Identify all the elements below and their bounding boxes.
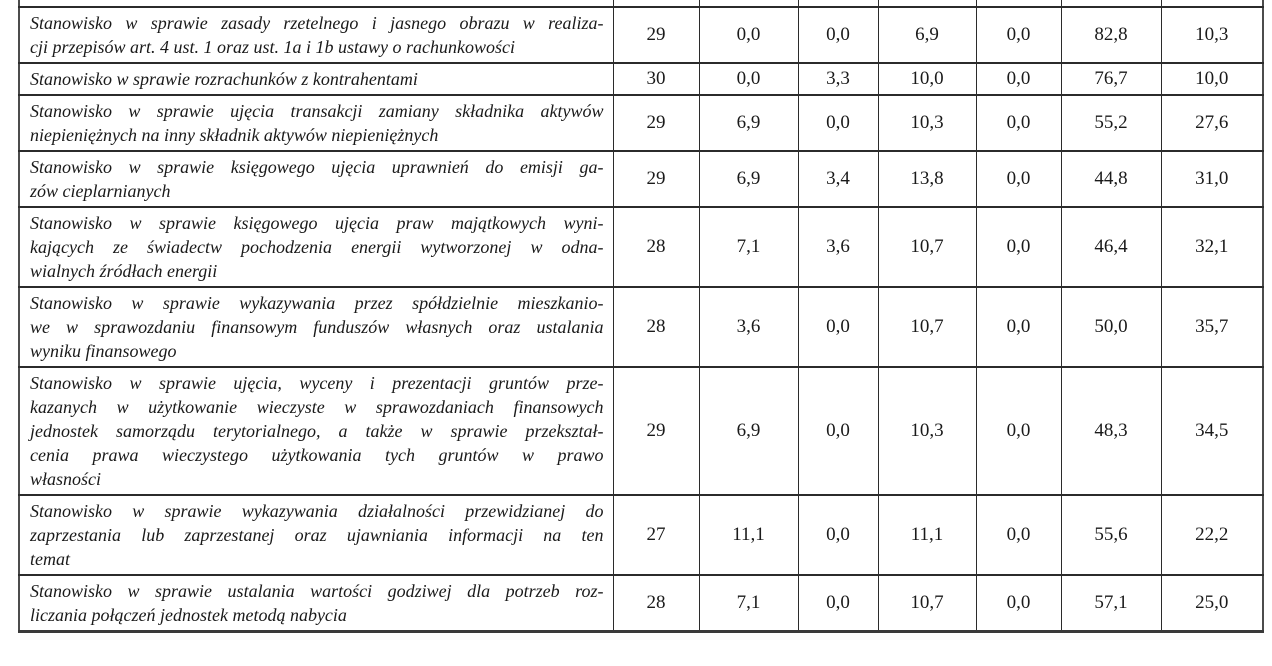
value-cell: 0,0: [976, 151, 1061, 207]
table-row: [19, 63, 1263, 95]
statement-text-line: Stanowisko w sprawie ujęcia, wyceny i prezentacji gruntów prze-: [30, 373, 604, 393]
table-row: [19, 7, 1263, 63]
value-cell: 57,1: [1061, 575, 1161, 632]
statement-text-line: Stanowisko w sprawie rozrachunków z kontrahentami: [30, 69, 418, 89]
value-cell: 10,7: [878, 287, 976, 367]
value-cell: 7,1: [699, 575, 798, 632]
value-cell: 3,6: [798, 207, 878, 287]
statement-desc-cell: [19, 575, 613, 632]
value-cell: 0,0: [976, 367, 1061, 495]
statement-text-line: jednostek samorządu terytorialnego, a także w sprawie przekształ-: [30, 421, 604, 441]
table-row: [19, 575, 1263, 632]
statement-desc-cell: [19, 495, 613, 575]
value-cell: 3,3: [798, 63, 878, 95]
value-cell: 0,0: [699, 7, 798, 63]
statement-desc-cell: [19, 287, 613, 367]
clipped-cell: [1161, 0, 1263, 7]
table-row: [19, 95, 1263, 151]
value-cell: 3,4: [798, 151, 878, 207]
value-cell: 10,0: [1161, 63, 1263, 95]
statement-text-line: zów cieplarnianych: [30, 181, 171, 201]
value-cell: 0,0: [976, 95, 1061, 151]
value-cell: 6,9: [699, 367, 798, 495]
statement-desc-cell: [19, 151, 613, 207]
statement-desc-cell: [19, 367, 613, 495]
value-cell: 0,0: [798, 575, 878, 632]
value-cell: 28: [613, 207, 699, 287]
value-cell: 25,0: [1161, 575, 1263, 632]
value-cell: 11,1: [878, 495, 976, 575]
value-cell: 6,9: [699, 151, 798, 207]
value-cell: 10,3: [1161, 7, 1263, 63]
value-cell: 46,4: [1061, 207, 1161, 287]
value-cell: 50,0: [1061, 287, 1161, 367]
statement-text-line: Stanowisko w sprawie księgowego ujęcia praw majątkowych wyni-: [30, 213, 604, 233]
statement-text-line: temat: [30, 549, 70, 569]
value-cell: 29: [613, 151, 699, 207]
statement-text-line: Stanowisko w sprawie wykazywania przez spółdzielnie mieszkanio-: [30, 293, 604, 313]
statement-desc-cell: [19, 63, 613, 95]
value-cell: 55,6: [1061, 495, 1161, 575]
value-cell: 27: [613, 495, 699, 575]
value-cell: 10,7: [878, 575, 976, 632]
value-cell: 29: [613, 95, 699, 151]
value-cell: 0,0: [976, 495, 1061, 575]
value-cell: 0,0: [798, 367, 878, 495]
value-cell: 0,0: [976, 575, 1061, 632]
statement-text-line: Stanowisko w sprawie ujęcia transakcji zamiany składnika aktywów: [30, 101, 604, 121]
clipped-cell: [613, 0, 699, 7]
table-row: [19, 151, 1263, 207]
statement-desc-cell: [19, 95, 613, 151]
value-cell: 30: [613, 63, 699, 95]
table-row: [19, 207, 1263, 287]
statements-table: [18, 0, 1264, 633]
table-row: [19, 495, 1263, 575]
clipped-cell: [798, 0, 878, 7]
value-cell: 0,0: [798, 7, 878, 63]
value-cell: 10,7: [878, 207, 976, 287]
value-cell: 35,7: [1161, 287, 1263, 367]
value-cell: 29: [613, 7, 699, 63]
value-cell: 0,0: [976, 7, 1061, 63]
table-row: [19, 367, 1263, 495]
clipped-previous-row: [19, 0, 1263, 7]
statement-text-line: wyniku finansowego: [30, 341, 177, 361]
value-cell: 7,1: [699, 207, 798, 287]
statement-text-line: kających ze świadectw pochodzenia energii wytworzonej w odna-: [30, 237, 604, 257]
statement-text-line: własności: [30, 469, 102, 489]
value-cell: 0,0: [699, 63, 798, 95]
value-cell: 11,1: [699, 495, 798, 575]
statement-text-line: Stanowisko w sprawie księgowego ujęcia uprawnień do emisji ga-: [30, 157, 604, 177]
value-cell: 6,9: [878, 7, 976, 63]
value-cell: 10,3: [878, 367, 976, 495]
statement-desc-cell: [19, 207, 613, 287]
value-cell: 0,0: [976, 207, 1061, 287]
value-cell: 10,3: [878, 95, 976, 151]
value-cell: 3,6: [699, 287, 798, 367]
value-cell: 0,0: [976, 63, 1061, 95]
value-cell: 28: [613, 287, 699, 367]
table-row: [19, 287, 1263, 367]
statement-text-line: Stanowisko w sprawie wykazywania działalności przewidzianej do: [30, 501, 604, 521]
statement-text-line: wialnych źródłach energii: [30, 261, 218, 281]
value-cell: 0,0: [798, 495, 878, 575]
value-cell: 76,7: [1061, 63, 1161, 95]
statement-text-line: kazanych w użytkowanie wieczyste w sprawozdaniach finansowych: [30, 397, 604, 417]
clipped-cell: [699, 0, 798, 7]
clipped-cell: [19, 0, 613, 7]
value-cell: 44,8: [1061, 151, 1161, 207]
statement-text-line: Stanowisko w sprawie ustalania wartości godziwej dla potrzeb roz-: [30, 581, 604, 601]
statement-text-line: cenia prawa wieczystego użytkowania tych gruntów w prawo: [30, 445, 604, 465]
value-cell: 13,8: [878, 151, 976, 207]
clipped-cell: [1061, 0, 1161, 7]
statement-text-line: niepieniężnych na inny składnik aktywów niepieniężnych: [30, 125, 439, 145]
value-cell: 55,2: [1061, 95, 1161, 151]
statement-desc-cell: [19, 7, 613, 63]
value-cell: 31,0: [1161, 151, 1263, 207]
statement-text-line: Stanowisko w sprawie zasady rzetelnego i jasnego obrazu w realiza-: [30, 13, 604, 33]
value-cell: 82,8: [1061, 7, 1161, 63]
value-cell: 32,1: [1161, 207, 1263, 287]
statement-text-line: zaprzestania lub zaprzestanej oraz ujawniania informacji na ten: [30, 525, 604, 545]
value-cell: 27,6: [1161, 95, 1263, 151]
value-cell: 22,2: [1161, 495, 1263, 575]
value-cell: 0,0: [798, 287, 878, 367]
value-cell: 34,5: [1161, 367, 1263, 495]
statement-text-line: we w sprawozdaniu finansowym funduszów własnych oraz ustalania: [30, 317, 604, 337]
value-cell: 0,0: [798, 95, 878, 151]
value-cell: 10,0: [878, 63, 976, 95]
statement-text-line: liczania połączeń jednostek metodą nabycia: [30, 605, 347, 625]
value-cell: 28: [613, 575, 699, 632]
value-cell: 48,3: [1061, 367, 1161, 495]
value-cell: 6,9: [699, 95, 798, 151]
clipped-cell: [976, 0, 1061, 7]
statement-text-line: cji przepisów art. 4 ust. 1 oraz ust. 1a i 1b ustawy o rachunkowości: [30, 37, 516, 57]
value-cell: 29: [613, 367, 699, 495]
value-cell: 0,0: [976, 287, 1061, 367]
clipped-cell: [878, 0, 976, 7]
